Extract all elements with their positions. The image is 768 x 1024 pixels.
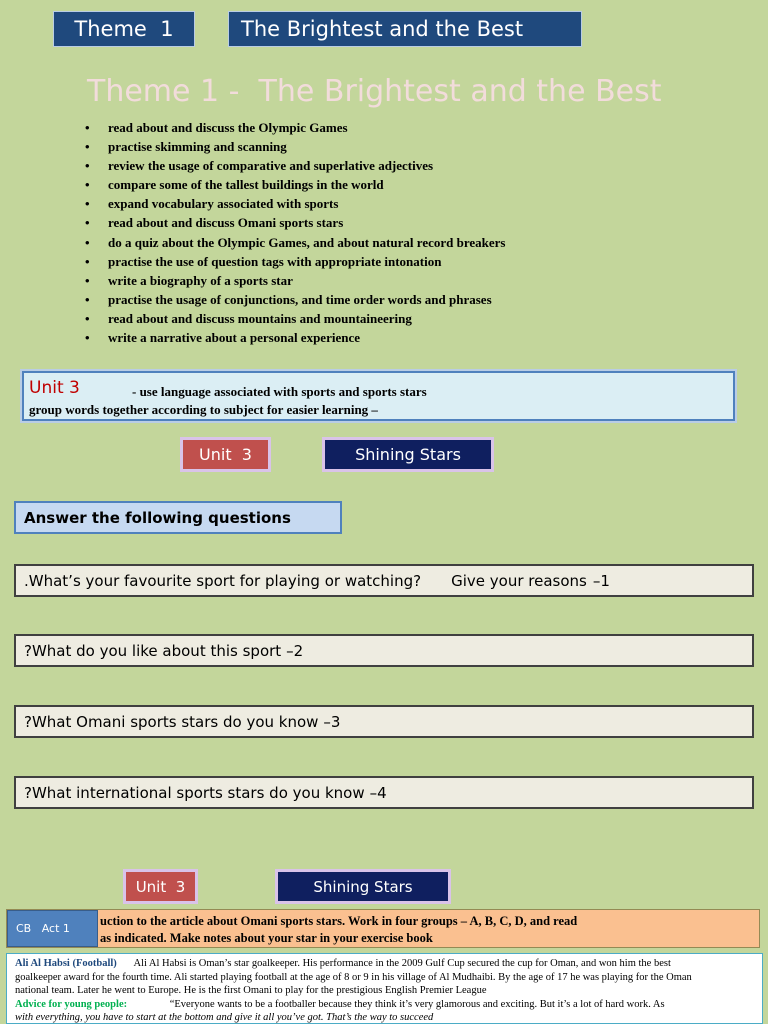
unit-tag-label: Unit 3	[199, 445, 252, 464]
activity-label-box	[7, 910, 98, 947]
question-1-number: –1	[592, 571, 610, 590]
unit-panel-line1: - use language associated with sports and sports stars	[132, 384, 427, 399]
bullet-icon: •	[85, 120, 90, 135]
objective-text: write a biography of a sports star	[108, 272, 293, 288]
unit-title-label: Shining Stars	[355, 445, 461, 464]
question-2-number: –2	[286, 641, 304, 660]
bullet-icon: •	[85, 215, 90, 231]
advice-text: “Everyone wants to be a footballer because they think it’s very glamorous and exciting. But it’s a lot of hard work. As	[169, 998, 665, 1010]
bullet-icon: •	[85, 196, 90, 212]
objective-item	[85, 309, 748, 328]
objective-item	[85, 194, 748, 213]
advice-continued: with everything, you have to start at the bottom and give it all you’ve got. That’s the way to succeed	[15, 1012, 434, 1023]
article-ali-al-habsi	[6, 953, 763, 1024]
answer-heading: Answer the following questions	[24, 508, 291, 527]
objective-item	[85, 290, 748, 309]
objective-text: read about and discuss mountains and mountaineering	[108, 310, 412, 326]
bottom-unit-tag-label: Unit 3	[135, 877, 186, 896]
objectives-list	[85, 118, 748, 347]
activity-panel	[6, 909, 760, 948]
objective-item	[85, 271, 748, 290]
question-1-extra: Give your reasons	[451, 571, 587, 590]
question-1-box	[14, 564, 754, 597]
theme-name: The Brightest and the Best	[241, 17, 524, 41]
question-1-text: .What’s your favourite sport for playing or watching?	[24, 571, 422, 590]
bullet-icon: •	[85, 234, 90, 250]
bullet-icon: •	[85, 139, 90, 155]
page-title: Theme 1 - The Brightest and the Best	[87, 74, 662, 109]
question-3-text: ?What Omani sports stars do you know	[24, 712, 319, 731]
bullet-icon: •	[85, 310, 90, 326]
question-4-text: ?What international sports stars do you know	[24, 783, 365, 802]
objective-item	[85, 156, 748, 175]
bullet-icon: •	[85, 253, 90, 269]
question-4-box	[14, 776, 754, 809]
question-4-number: –4	[369, 783, 387, 802]
article-name: Ali Al Habsi (Football)	[15, 958, 117, 969]
question-2-box	[14, 634, 754, 667]
objective-text: read about and discuss Omani sports stars	[108, 215, 344, 231]
unit-panel-label: Unit 3	[29, 378, 80, 398]
objective-item	[85, 252, 748, 271]
question-3-number: –3	[323, 712, 341, 731]
bullet-icon: •	[85, 158, 90, 174]
article-body-2: goalkeeper award for the fourth time. Ali started playing football at the age of 8 or 9 in his village of Al Mudhaibi. By the age of 17 he was playing for the Oman	[15, 971, 692, 983]
unit-tag	[180, 437, 271, 472]
objective-text: practise the use of question tags with appropriate intonation	[108, 253, 442, 269]
objective-text: practise skimming and scanning	[108, 139, 287, 155]
unit-objectives-panel	[22, 371, 735, 421]
unit-title-tag	[322, 437, 494, 472]
objective-text: expand vocabulary associated with sports	[108, 196, 339, 212]
unit-panel-line2: group words together according to subject for easier learning –	[29, 402, 378, 417]
objective-text: read about and discuss the Olympic Games	[108, 120, 348, 135]
objective-text: write a narrative about a personal experience	[108, 330, 361, 346]
objective-item	[85, 118, 748, 137]
bullet-icon: •	[85, 272, 90, 288]
question-3-box	[14, 705, 754, 738]
article-body-3: national team. Later he went to Europe. He is the first Omani to play for the prestigious English Premier League	[15, 985, 487, 996]
objective-item	[85, 233, 748, 252]
bullet-icon: •	[85, 330, 90, 346]
bullet-icon: •	[85, 177, 90, 193]
article-body-1: Ali Al Habsi is Oman’s star goalkeeper. His performance in the 2009 Gulf Cup secured the cup for Oman, and won him the best	[133, 958, 671, 969]
objective-text: do a quiz about the Olympic Games, and about natural record breakers	[108, 234, 506, 250]
theme-name-box	[228, 11, 582, 47]
bullet-icon: •	[85, 291, 90, 307]
objective-item	[85, 175, 748, 194]
objective-text: compare some of the tallest buildings in the world	[108, 177, 384, 193]
answer-heading-box	[14, 501, 342, 534]
bottom-unit-tag	[123, 869, 198, 904]
advice-label: Advice for young people:	[15, 998, 128, 1010]
bottom-unit-title-label: Shining Stars	[313, 877, 413, 896]
objective-item	[85, 137, 748, 156]
theme-label: Theme 1	[74, 17, 174, 41]
objective-item	[85, 328, 748, 347]
activity-line2: as indicated. Make notes about your star in your exercise book	[100, 931, 433, 945]
question-2-text: ?What do you like about this sport	[24, 641, 282, 660]
objective-item	[85, 213, 748, 232]
objective-text: practise the usage of conjunctions, and time order words and phrases	[108, 291, 492, 307]
theme-label-box	[53, 11, 195, 47]
activity-line1: uction to the article about Omani sports stars. Work in four groups – A, B, C, D, and read	[100, 914, 578, 928]
objective-text: review the usage of comparative and superlative adjectives	[108, 158, 434, 174]
bottom-unit-title-tag	[275, 869, 451, 904]
activity-label: CB Act 1	[16, 922, 70, 935]
